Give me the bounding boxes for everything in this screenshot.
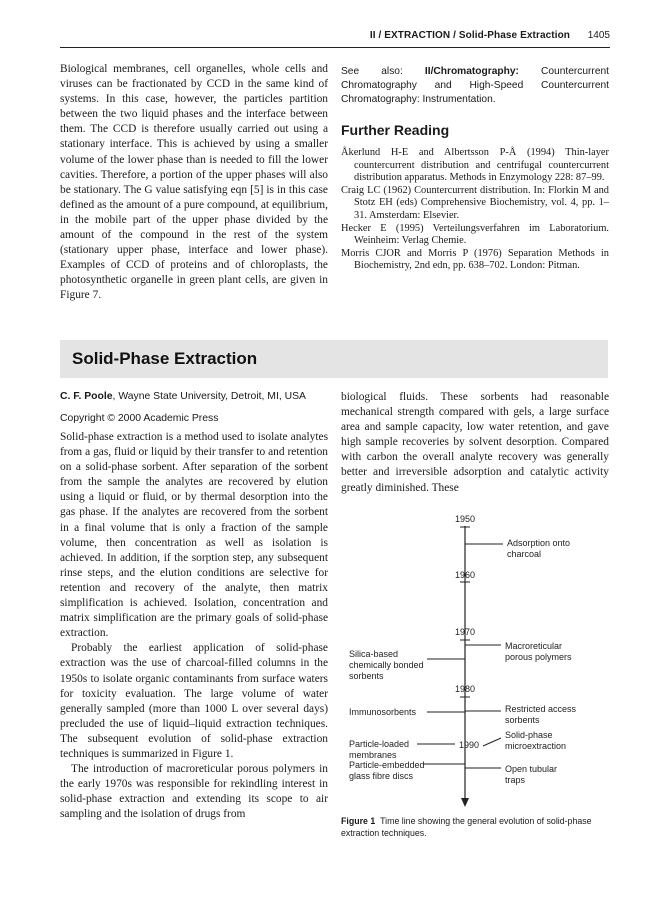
connector xyxy=(483,738,501,746)
reference-item: Hecker E (1995) Verteilungsverfahren im Laboratorium. Weinheim: Verlag Chemie. xyxy=(341,222,609,247)
year-label: 1960 xyxy=(454,570,476,580)
silica-bonded-label: Silica-based chemically bonded sorbents xyxy=(349,649,424,681)
paragraph-1: Solid-phase extraction is a method used to isolate analytes from a gas, fluid or liquid by their transfer to and retention on a solid-phase sorbent. After separation of the sorbent from the sample the analytes are recovered by elution using a liquid or fluid, or by thermal desorption into the gas phase. If the analytes are recovered from the sorbent in a final volume that is only a fraction of the sample volume, then concentration as well as isolation is achieved. In addition, if the sorption step, any subsequent rinse steps, and the elution conditions are selective for retention and recovery of the analyte, then matrix simplification is achieved. Isolation, concentration and matrix simplification are the primary goals of solid-phase extraction. xyxy=(60,431,328,640)
reference-item: Åkerlund H-E and Albertsson P-Å (1994) Thin-layer countercurrent distribution and centrifugal countercurrent distribution apparatus. Methods in Enzymology 228: 87–99. xyxy=(341,147,609,184)
sorbents-paragraph: biological fluids. These sorbents had reasonable mechanical strength compared with gels, a large surface area and sample capacity, low water retention, and gave high sample recoveries by solvent desorption. Compared with carbon the overall analyte recovery was generally better and irreversible adsorption and catalytic activity greatly diminished. These xyxy=(341,391,609,494)
author-affiliation: , Wayne State University, Detroit, MI, USA xyxy=(112,391,306,402)
see-also xyxy=(341,65,609,107)
see-also-label: See also: xyxy=(341,66,403,77)
see-also-bold[interactable]: II/Chromatography: xyxy=(424,66,519,77)
particle-loaded-label: Particle-loaded membranes xyxy=(349,739,410,760)
caption-text: Time line showing the general evolution of solid-phase extraction techniques. xyxy=(341,816,592,838)
left-bottom-column xyxy=(60,390,328,822)
right-top-column xyxy=(341,65,609,273)
ccd-paragraph: Biological membranes, cell organelles, whole cells and viruses can be fractionated by CCD in the same kind of systems. In this case, however, the particles partition between the two liquid phases and the interface between them. The CCD is therefore usually carried out using a stationary interface. This is achieved by using a smaller volume of the lower phase than is needed to fill the lower cavities. Therefore, a portion of the upper phases will also be stationary. The G value satisfying eqn [5] is in this case defined as the amount of a pure compound, at equilibrium, in the mobile part of the upper phase divided by the amount of the compound in the rest of the system (stationary upper phase, interface and lower phase). Examples of CCD of proteins and of chloroplasts, the photosynthetic organelle in green plant cells, are given in Figure 7. xyxy=(60,63,328,302)
caption-label: Figure 1 xyxy=(341,816,376,826)
macroreticular-polymers-label: Macroreticular porous polymers xyxy=(505,641,572,662)
left-top-column xyxy=(60,62,328,304)
reference-list xyxy=(341,147,609,273)
figure-caption xyxy=(341,815,609,839)
year-label: 1980 xyxy=(454,684,476,694)
immunosorbents-label: Immunosorbents xyxy=(349,707,417,717)
year-label: 1970 xyxy=(454,627,476,637)
particle-embedded-label: Particle-embedded glass fibre discs xyxy=(349,760,425,781)
reference-item: Craig LC (1962) Countercurrent distribution. In: Florkin M and Stotz EH (eds) Comprehensive Biochemistry, vol. 4, pp. 1–31. Amsterdam: Elsevier. xyxy=(341,184,609,221)
body-text xyxy=(60,430,328,822)
open-tubular-traps-label: Open tubular traps xyxy=(505,764,558,785)
see-also-text[interactable]: Countercurrent Chromatography and High-Speed Countercurrent Chromatography: Instrumentation. xyxy=(341,66,609,105)
timeline-arrowhead xyxy=(461,798,469,807)
figure-1-timeline xyxy=(341,510,611,815)
right-bottom-column xyxy=(341,390,609,496)
page-number: 1405 xyxy=(587,30,610,41)
further-reading-heading: Further Reading xyxy=(341,122,450,138)
author-name: C. F. Poole xyxy=(60,391,113,402)
section-banner xyxy=(60,340,608,378)
paragraph-2: Probably the earliest application of solid-phase extraction was the use of charcoal-filled columns in the 1950s to isolate organic contaminants from surface waters for toxicity evaluation. The large volume of water generally sampled (more than 1000 L over several days) precluded the use of liquid–liquid extraction techniques. The subsequent evolution of solid-phase extraction techniques is summarized in Figure 1. xyxy=(60,642,328,760)
running-header xyxy=(60,27,610,48)
paragraph-3: The introduction of macroreticular porous polymers in the early 1970s was responsible for rekindling interest in solid-phase extraction and extending its scope to air sampling and the isolation of drugs from xyxy=(60,763,328,821)
year-label: 1950 xyxy=(454,514,476,524)
year-label: 1990 xyxy=(458,740,480,750)
author-line xyxy=(60,390,328,403)
copyright: Copyright © 2000 Academic Press xyxy=(60,413,219,424)
adsorption-charcoal-label: Adsorption onto charcoal xyxy=(507,538,571,559)
section-title: Solid-Phase Extraction xyxy=(72,349,258,368)
restricted-access-label: Restricted access sorbents xyxy=(505,704,577,725)
spme-label: Solid-phase microextraction xyxy=(505,730,567,751)
reference-item: Morris CJOR and Morris P (1976) Separation Methods in Biochemistry, 2nd edn, pp. 638–702. London: Pitman. xyxy=(341,247,609,272)
running-title: II / EXTRACTION / Solid-Phase Extraction xyxy=(369,30,570,41)
